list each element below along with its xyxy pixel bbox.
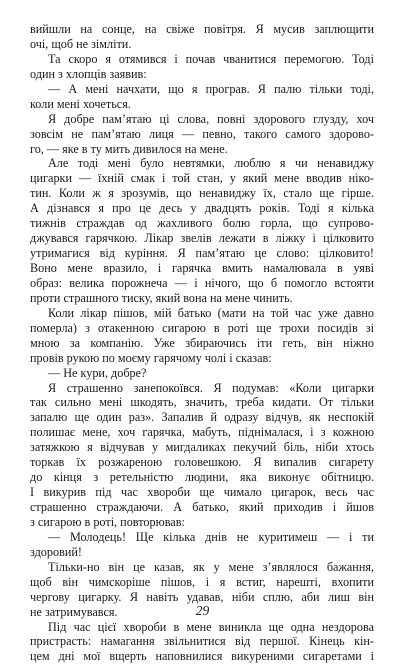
text-line: Воно мене вразило, і гарячка вмить намалювала в уяві <box>30 261 374 275</box>
text-line: тижнів страждав од жахливого болю горла, що супрово- <box>30 216 374 231</box>
text-line: зовсім не пам’ятаю лиця — певно, такого самого здорово- <box>30 126 374 141</box>
body-text <box>30 22 374 664</box>
text-line: образ: велика порожнеча — і нічого, що б помогло встояти <box>30 275 374 290</box>
text-line: затяжкою я відчував у мигдаликах пекучий біль, ніби хтось <box>30 440 374 455</box>
text-line: очі, щоб не зімліти. <box>30 36 132 51</box>
text-line: І викурив під час хвороби ще чимало цигарок, весь час <box>30 485 374 500</box>
text-line: утримагися від куріння. Я пам’ятаю це слово: цілковито! <box>30 246 374 261</box>
page-number: 29 <box>195 603 210 618</box>
text-line: го, — яке в ту мить дивилося на мене. <box>30 141 228 156</box>
text-line: Я страшенно занепокоївся. Я подумав: «Коли цигарки <box>48 380 374 395</box>
text-line: так сильно мені шкодять, значить, треба кидати. От тільки <box>30 395 374 410</box>
text-line: Та скоро я отямився і почав чванитися перемогою. Тоді <box>48 51 374 66</box>
text-line: полишає мене, хоч гарячка, мабуть, піднімалася, і з кожною <box>30 425 374 440</box>
text-line: провів рукою по моєму гарячому чолі і сказав: <box>30 350 272 365</box>
text-line: тин. Коли ж я зрозумів, що ненавиджу їх, стало ще гірше. <box>30 186 374 201</box>
text-line: — А мені начхати, що я програв. Я палю тільки тоді, <box>48 81 374 96</box>
text-line: Під час цієї хвороби в мене виникла ще одна нездорова <box>48 619 374 634</box>
text-line: запалю ще один раз». Запалив й одразу відчув, як неспокій <box>30 410 374 425</box>
text-line: страшенно страждаючи. А батько, який приходив і йшов <box>30 500 374 514</box>
text-line: вийшли на сонце, на свіже повітря. Я мусив заплющити <box>30 22 374 36</box>
text-line: Але тоді мені було невтямки, люблю я чи ненавиджу <box>48 156 374 171</box>
text-line: до кінця з ретельністю людини, яка виконує обітницю. <box>30 470 374 485</box>
text-line: торкав їх розжареною головешкою. Я випалив сигарету <box>30 455 374 470</box>
text-line: А дізнався я про це десь у двадцять років. Тоді я кілька <box>30 201 374 216</box>
text-line: — Молодець! Ще кілька днів не куритимеш — і ти <box>48 529 374 544</box>
text-line: коли мені хочеться. <box>30 96 131 111</box>
text-line: цигарки — їхній смак і той стан, у який мене вводив ніко- <box>30 171 374 186</box>
text-line: померла) з отакенною сигарою в роті ще трохи посидів зі <box>30 320 374 335</box>
text-line: — Не кури, добре? <box>48 365 147 380</box>
text-line: з сигарою в роті, повторював: <box>30 514 185 529</box>
text-line: джувався гарячкою. Лікар звелів лежати в ліжку і цілковито <box>30 231 374 246</box>
text-line: один з хлопців заявив: <box>30 66 147 81</box>
text-line: пристрасть: намагання звільнитися від першої. Кінець кін- <box>30 634 374 649</box>
text-line: не затримувався. <box>30 604 118 619</box>
text-line: цем дні мої вщерть наповнилися викуреними сигаретами і <box>30 649 374 664</box>
text-line: Коли лікар пішов, мій батько (мати на той час уже давно <box>48 305 374 320</box>
text-line: проти страшного тиску, який вона на мене чинить. <box>30 290 293 305</box>
text-line: щоб він чимскоріше пішов, і я встиг, нарешті, вхопити <box>30 574 374 589</box>
text-line: Я добре пам’ятаю ці слова, повні здорового глузду, хоч <box>48 111 374 126</box>
text-line: мною за компанію. Уже збираючись іти геть, він ніжно <box>30 335 374 350</box>
text-line: чергову цигарку. Я навіть удавав, ніби сплю, аби лиш він <box>30 589 374 604</box>
text-line: здоровий! <box>30 544 82 559</box>
text-line: Тільки-но він це казав, як у мене з’являлося бажання, <box>48 559 374 574</box>
